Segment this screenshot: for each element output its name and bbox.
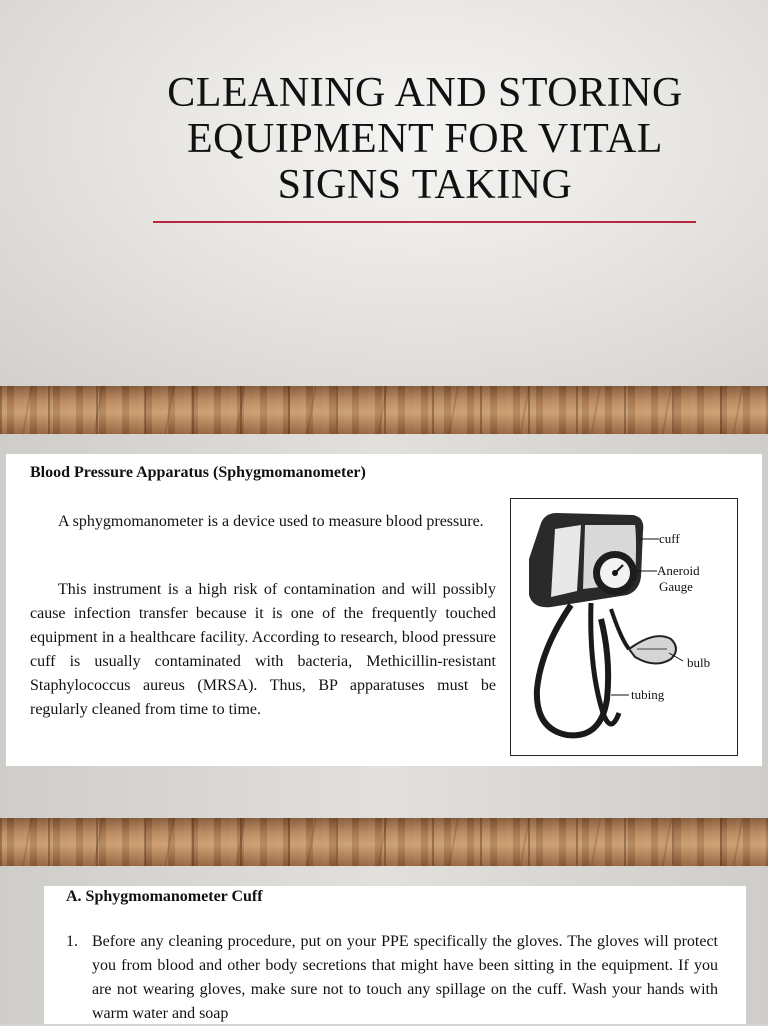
wood-floor-divider: [0, 818, 768, 866]
label-tubing: tubing: [631, 687, 665, 702]
sphygmomanometer-illustration: [511, 499, 737, 755]
label-gauge: Gauge: [659, 579, 693, 594]
document-page: [6, 454, 762, 766]
wood-floor-divider: [0, 386, 768, 434]
step-text: Before any cleaning procedure, put on your PPE specifically the gloves. The gloves will protect you from blood and other body secretions that might have been sitting in the equipment. If you are not wearing gloves, make sure not to touch any spillage on the cuff. Wash your hands with warm water and soap: [92, 933, 718, 1022]
label-aneroid: Aneroid: [657, 563, 700, 578]
title-underline: [153, 221, 696, 223]
document-page: [44, 886, 746, 1024]
section-heading: Blood Pressure Apparatus (Sphygmomanometer): [30, 464, 366, 481]
paragraph-contamination: This instrument is a high risk of contamination and will possibly cause infection transfer because it is one of the frequently touched equipment in a healthcare facility. According to research, blood pressure cuff is usually contaminated with bacteria, Methicillin-resistant Staphylococcus aureus (MRSA). Thus, BP apparatuses must be regularly cleaned from time to time.: [30, 581, 496, 718]
step-number: 1.: [66, 933, 78, 950]
title-slide: [0, 0, 768, 386]
label-bulb: bulb: [687, 655, 711, 670]
sphygmomanometer-figure: [510, 498, 738, 756]
label-cuff: cuff: [659, 531, 680, 546]
paragraph-definition: A sphygmomanometer is a device used to measure blood pressure.: [58, 513, 484, 530]
section-heading: A. Sphygmomanometer Cuff: [66, 888, 263, 905]
slide-title: CLEANING AND STORING EQUIPMENT FOR VITAL SIGNS TAKING: [167, 70, 683, 208]
